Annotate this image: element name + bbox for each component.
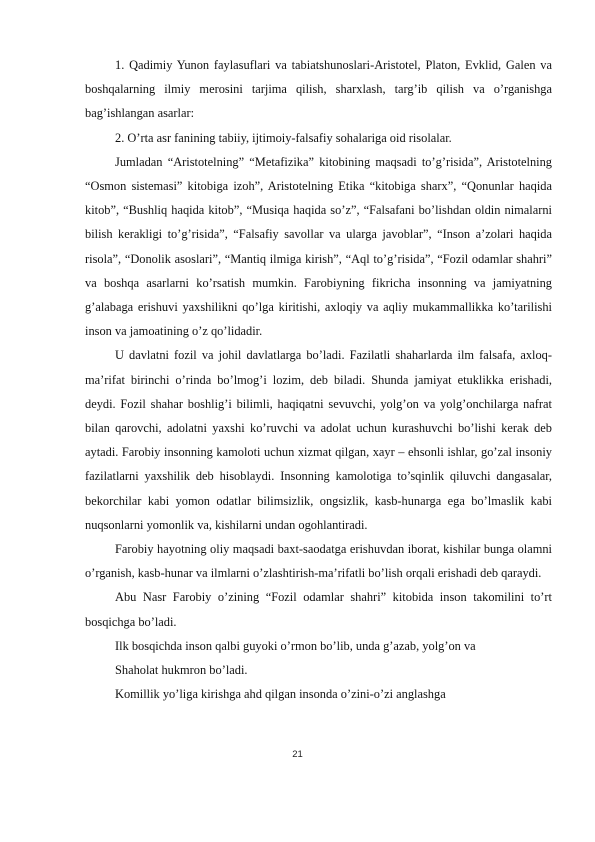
paragraph-8: Shaholat hukmron bo’ladi.	[115, 663, 248, 678]
page-number: 21	[292, 749, 303, 760]
paragraph-7: Ilk bosqichda inson qalbi guyoki o’rmon bo’lib, unda g’azab, yolg’on va	[115, 638, 476, 653]
paragraph-9: Komillik yo’liga kirishga ahd qilgan insonda o’zini-o’zi anglashga	[115, 687, 446, 702]
paragraph-2: 2. O’rta asr fanining tabiiy, ijtimoiy-falsafiy sohalariga oid risolalar.	[115, 130, 452, 145]
paragraph-5: Farobiy hayotning oliy maqsadi baxt-saodatga erishuvdan iborat, kishilar bunga olamni o’rganish, kasb-hunar va ilmlarni o’zlashtirish-ma’rifatli bo’lish orqali erishadi deb qaraydi.	[85, 542, 552, 581]
paragraph-4: U davlatni fozil va johil davlatlarga bo’ladi. Fazilatli shaharlarda ilm falsafa, axloq-ma’rifat birinchi o’rinda bo’lmog’i lozim, deb biladi. Shunda jamiyat etuklikka erishadi, deydi. Fozil shahar boshlig’i bilimli, haqiqatni sevuvchi, yolg’on va yolg’onchilarga nafrat bilan qarovchi, adolatni yaxshi ko’ruvchi va adolat uchun kurashuvchi bo’lishi kerak deb aytadi. Farobiy insonning kamoloti uchun xizmat qilgan, xayr – ehsonli ishlar, go’zal insoniy fazilatlarni yaxshilik deb hisoblaydi. Insonning kamolotiga to’sqinlik qiluvchi dangasalar, bekorchilar kabi yomon odatlar bilimsizlik, ongsizlik, kasb-hunarga ega bo’lmaslik kabi nuqsonlarni yomonlik va, kishilarni undan ogohlantiradi.	[85, 348, 552, 532]
paragraph-6: Abu Nasr Farobiy o’zining “Fozil odamlar shahri” kitobida inson takomilini to’rt bosqichga bo’ladi.	[85, 590, 552, 629]
paragraph-3: Jumladan “Aristotelning” “Metafizika” kitobining maqsadi to’g’risida”, Aristotelning “Osmon sistemasi” kitobiga izoh”, Aristotelning Etika “kitobiga sharx”, “Qonunlar haqida kitob”, “Bushliq haqida kitob”, “Musiqa haqida so’z”, “Falsafani bo’lishdan oldin nimalarni bilish kerakligi to’g’risida”, “Falsafiy savollar va ularga javoblar”, “Inson a’zolari haqida risola”, “Donolik asoslari”, “Mantiq ilmiga kirish”, “Aql to’g’risida”, “Fozil odamlar shahri” va boshqa asarlarni ko’rsatish mumkin. Farobiyning fikricha insonning va jamiyatning g’alabaga erishuvi yaxshilikni qo’lga kiritishi, axloqiy va aqliy mukammallikka ko’tarilishi inson va jamoatining o’z qo’lidadir.	[85, 154, 552, 339]
paragraph-1: 1. Qadimiy Yunon faylasuflari va tabiatshunoslari-Aristotel, Platon, Evklid, Galen va boshqalarning ilmiy merosini tarjima qilish, sharxlash, targ’ib qilish va o’rganishga bag’ishlangan asarlar:	[85, 58, 552, 121]
document-body	[85, 53, 552, 706]
